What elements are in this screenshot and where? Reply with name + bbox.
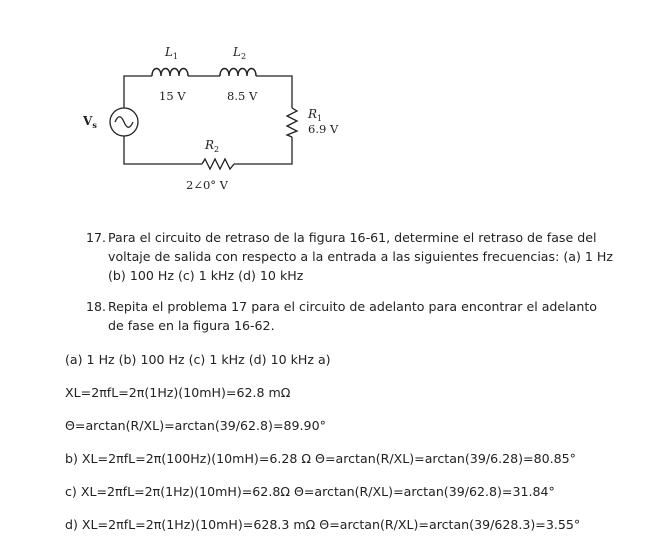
r2-label: $R_2$ <box>205 138 220 154</box>
problem-number: 17. <box>86 230 107 245</box>
r2-value: 2∠0° V <box>186 178 228 192</box>
answer-line: d) XL=2πfL=2π(1Hz)(10mH)=628.3 mΩ Θ=arctan(R/XL)=arctan(39/628.3)=3.55° <box>65 517 581 532</box>
problem-18 <box>86 297 616 335</box>
l1-value: 15 V <box>159 89 186 103</box>
circuit-diagram <box>70 36 360 196</box>
answer-line: Θ=arctan(R/XL)=arctan(39/62.8)=89.90° <box>65 418 326 433</box>
problem-number: 18. <box>86 299 107 314</box>
l2-label: $L_2$ <box>233 45 247 61</box>
resistor-r2 <box>202 159 234 169</box>
problem-text: Repita el problema 17 para el circuito de adelanto para encontrar el adelanto de fase en la figura 16-62. <box>108 299 597 333</box>
r1-value: 6.9 V <box>308 122 339 136</box>
answer-line: (a) 1 Hz (b) 100 Hz (c) 1 kHz (d) 10 kHz a) <box>65 352 331 367</box>
answer-line: c) XL=2πfL=2π(1Hz)(10mH)=62.8Ω Θ=arctan(R/XL)=arctan(39/62.8)=31.84° <box>65 484 555 499</box>
inductor-l2 <box>220 69 256 77</box>
ac-source <box>110 108 138 136</box>
source-label: $V_s$ <box>83 114 97 130</box>
resistor-r1 <box>287 108 297 137</box>
r1-label: $R_1$ <box>308 107 323 123</box>
l2-value: 8.5 V <box>227 89 258 103</box>
answer-line: XL=2πfL=2π(1Hz)(10mH)=62.8 mΩ <box>65 385 291 400</box>
answer-section <box>65 350 655 548</box>
problem-list <box>86 228 616 347</box>
inductor-l1 <box>152 69 188 77</box>
problem-text: Para el circuito de retraso de la figura 16-61, determine el retraso de fase del voltaje de salida con respecto a la entrada a las siguientes frecuencias: (a) 1 Hz (b) 100 Hz (c) 1 kHz (d) 10 kHz <box>108 230 613 283</box>
problem-17 <box>86 228 616 285</box>
l1-label: $L_1$ <box>165 45 179 61</box>
answer-line: b) XL=2πfL=2π(100Hz)(10mH)=6.28 Ω Θ=arctan(R/XL)=arctan(39/6.28)=80.85° <box>65 451 576 466</box>
